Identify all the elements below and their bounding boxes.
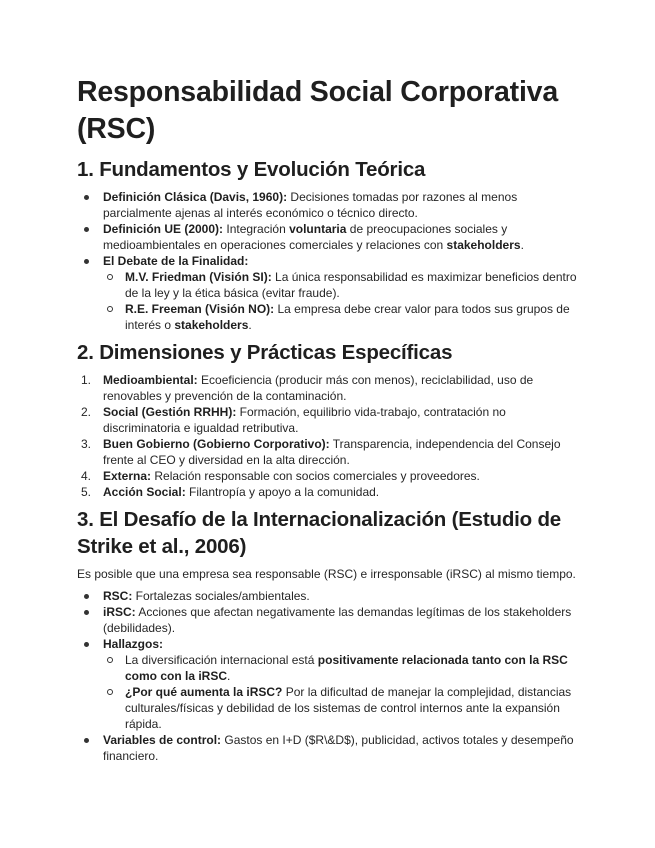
- list-item: [77, 588, 585, 604]
- item-text: Transparencia, independencia del Consejo frente al CEO y diversidad en la alta dirección.: [103, 437, 561, 467]
- term-label: Definición Clásica (Davis, 1960):: [103, 190, 288, 204]
- list-item: [77, 636, 585, 732]
- term-label: Buen Gobierno (Gobierno Corporativo):: [103, 437, 330, 451]
- sub-list-item: [103, 269, 585, 301]
- sub-list: [103, 652, 585, 732]
- term-label: Variables de control:: [103, 733, 222, 747]
- list-number: 1.: [81, 373, 92, 387]
- list-item: [77, 732, 585, 764]
- term-label: Social (Gestión RRHH):: [103, 405, 237, 419]
- section-1-heading: 1. Fundamentos y Evolución Teórica: [77, 158, 426, 181]
- item-text: Por la dificultad de manejar la complejidad, distancias culturales/físicas y debilidad de los sistemas de control internos ante la expansión rápida.: [125, 685, 572, 731]
- item-text: La empresa debe crear valor para todos sus grupos de interés o: [125, 302, 570, 332]
- list-item: [77, 189, 585, 221]
- list-number: 4.: [81, 469, 92, 483]
- list-item: [77, 484, 585, 500]
- term-label: Medioambiental:: [103, 373, 198, 387]
- section-3-heading: 3. El Desafío de la Internacionalización (Estudio de Strike et al., 2006): [77, 508, 561, 558]
- sub-list-item: [103, 684, 585, 732]
- term-label: iRSC:: [103, 605, 136, 619]
- item-text: de preocupaciones sociales y medioambientales en operaciones comerciales y relaciones con: [103, 222, 508, 252]
- term-label: Acción Social:: [103, 485, 186, 499]
- list-item: [77, 253, 585, 333]
- item-text: Fortalezas sociales/ambientales.: [132, 589, 310, 603]
- section-1-list: [77, 189, 585, 333]
- item-text: Formación, equilibrio vida-trabajo, contratación no discriminatoria e igualdad retributiva.: [103, 405, 506, 435]
- item-text: Ecoeficiencia (producir más con menos), reciclabilidad, uso de renovables y prevención de la contaminación.: [103, 373, 534, 403]
- emphasis-text: stakeholders: [174, 318, 249, 332]
- term-label: Definición UE (2000):: [103, 222, 224, 236]
- section-3-list: [77, 588, 585, 764]
- term-label: M.V. Friedman (Visión SI):: [125, 270, 272, 284]
- list-number: 5.: [81, 485, 92, 499]
- list-number: 3.: [81, 437, 92, 451]
- sub-list-item: [103, 301, 585, 333]
- emphasis-text: voluntaria: [289, 222, 347, 236]
- term-label: Externa:: [103, 469, 152, 483]
- term-label: ¿Por qué aumenta la iRSC?: [125, 685, 283, 699]
- sub-list-item: [103, 652, 585, 684]
- sub-list: [103, 269, 585, 333]
- list-item: [77, 468, 585, 484]
- item-text: La única responsabilidad es maximizar beneficios dentro de la ley y la ética básica (evitar fraude).: [125, 270, 577, 300]
- item-text: Relación responsable con socios comerciales y proveedores.: [151, 469, 480, 483]
- list-item: [77, 372, 585, 404]
- list-item: [77, 604, 585, 636]
- section-2-list: [77, 372, 585, 500]
- term-label: El Debate de la Finalidad:: [103, 254, 249, 268]
- list-item: [77, 404, 585, 436]
- item-text: Decisiones tomadas por razones al menos parcialmente ajenas al interés económico o técnico directo.: [103, 190, 518, 220]
- item-text: La diversificación internacional está: [125, 653, 318, 667]
- term-label: Hallazgos:: [103, 637, 164, 651]
- section-2-heading: 2. Dimensiones y Prácticas Específicas: [77, 341, 453, 364]
- list-item: [77, 221, 585, 253]
- term-label: R.E. Freeman (Visión NO):: [125, 302, 275, 316]
- emphasis-text: positivamente relacionada tanto con la RSC como con la iRSC: [125, 653, 568, 683]
- section-3-intro: Es posible que una empresa sea responsable (RSC) e irresponsable (iRSC) al mismo tiempo.: [77, 567, 576, 581]
- item-text: .: [520, 238, 524, 252]
- term-label: RSC:: [103, 589, 133, 603]
- item-text: Gastos en I+D ($R\&D$), publicidad, activos totales y desempeño financiero.: [103, 733, 574, 763]
- emphasis-text: stakeholders: [446, 238, 521, 252]
- item-text: Filantropía y apoyo a la comunidad.: [185, 485, 380, 499]
- item-text: Integración: [223, 222, 290, 236]
- list-item: [77, 436, 585, 468]
- item-text: Acciones que afectan negativamente las demandas legítimas de los stakeholders (debilidades).: [103, 605, 572, 635]
- item-text: .: [248, 318, 252, 332]
- list-number: 2.: [81, 405, 92, 419]
- item-text: .: [227, 669, 231, 683]
- document-title: Responsabilidad Social Corporativa (RSC): [77, 76, 558, 145]
